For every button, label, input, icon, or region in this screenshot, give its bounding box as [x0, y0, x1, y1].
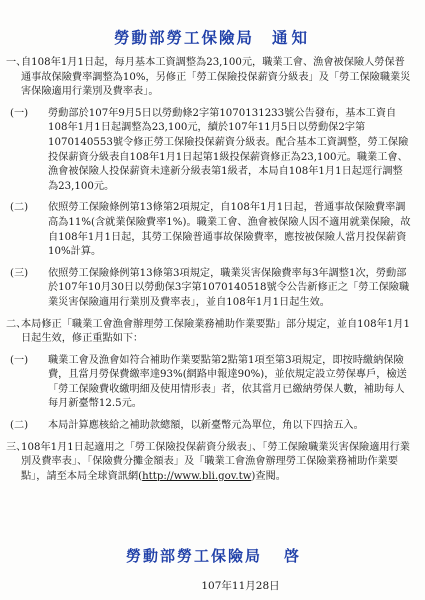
- section-marker: 二、: [6, 318, 27, 330]
- section-text: 本局修正「職業工會漁會辦理勞工保險業務補助作業要點」部分規定，並自108年1月1日起生效，修正重點如下：: [21, 318, 410, 345]
- section-text: 108年1月1日起適用之「勞工保險投保薪資分級表」、「勞工保險職業災害保險適用行業別及費率表」、「保險費分攤金額表」及「職業工會漁會辦理勞工保險業務補助作業要點」，請至本局全球資訊網(: [21, 441, 410, 482]
- subsection-text: 本局計算應核給之補助款總額，以新臺幣元為單位，角以下四捨五入。: [48, 420, 364, 432]
- subsection-marker: (二): [10, 202, 29, 214]
- seal-character: 啓: [284, 547, 300, 565]
- notice-body: [0, 56, 425, 491]
- section-2: [0, 318, 425, 347]
- notice-label: 通知: [272, 28, 312, 47]
- subsection-1-3: [0, 267, 425, 311]
- section-text-end: )查閱。: [251, 470, 286, 482]
- signing-org: 勞動部勞工保險局: [125, 547, 262, 565]
- issue-date: 107年11月28日: [201, 580, 280, 592]
- subsection-2-2: [0, 419, 425, 434]
- subsection-text: 職業工會及漁會如符合補助作業要點第2點第1項至第3項規定，即按時繳納保險費，且當月勞保費繳率達93%(網路申報達90%)，並依規定設立勞保專戶，檢送「勞工保險費收繳明細及使用情形表」者，依其當月已繳納勞保人數，補助每人每月新臺幣12.5元。: [48, 354, 407, 410]
- section-1: [0, 56, 425, 100]
- subsection-1-2: [0, 201, 425, 259]
- subsection-1-1: [0, 107, 425, 195]
- notice-header: [0, 26, 425, 48]
- website-link[interactable]: http://www.bli.gov.tw: [142, 470, 252, 482]
- section-text: 自108年1月1日起，每月基本工資調整為23,100元，職業工會、漁會被保險人勞保普通事故保險費率調整為10%，另修正「勞工保險投保薪資分級表」及「勞工保險職業災害保險適用行業別及費率表」。: [21, 57, 411, 98]
- subsection-text: 依照勞工保險條例第13條第3項規定，職業災害保險費率每3年調整1次，勞動部於107年10月30日以勞動保3字第1070140518號令公告新修正之「勞工保險職業災害保險適用行業別及費率表」，並自108年1月1日起生效。: [48, 267, 410, 308]
- signature-block: [0, 545, 425, 566]
- section-3: [0, 441, 425, 485]
- section-marker: 三、: [6, 441, 27, 453]
- subsection-marker: (二): [10, 420, 29, 432]
- subsection-text: 依照勞工保險條例第13條第2項規定，自108年1月1日起，普通事故保險費率調高為11%(含就業保險費率1%)。職業工會、漁會被保險人因不適用就業保險，故自108年1月1日起，其勞工保險普通事故保險費率，應按被保險人當月投保薪資10%計算。: [48, 202, 411, 258]
- issuer-title: 勞動部勞工保險局: [113, 28, 254, 47]
- subsection-marker: (一): [10, 107, 29, 119]
- subsection-text: 勞動部於107年9月5日以勞動條2字第1070131233號公告發布，基本工資自108年1月1日起調整為23,100元，續於107年11月5日以勞動保2字第1070140553號令修正勞工保險投保薪資分級表。配合基本工資調整，勞工保險投保薪資分級表自108年1月1日起第1級投保薪資修正為23,100元。職業工會、漁會被保險人投保薪資未達新分級表第1級者，本局自108年1月1日起逕行調整為23,100元。: [48, 107, 409, 192]
- subsection-marker: (三): [10, 267, 29, 279]
- section-marker: 一、: [6, 57, 27, 68]
- subsection-2-1: [0, 354, 425, 412]
- subsection-marker: (一): [10, 354, 29, 366]
